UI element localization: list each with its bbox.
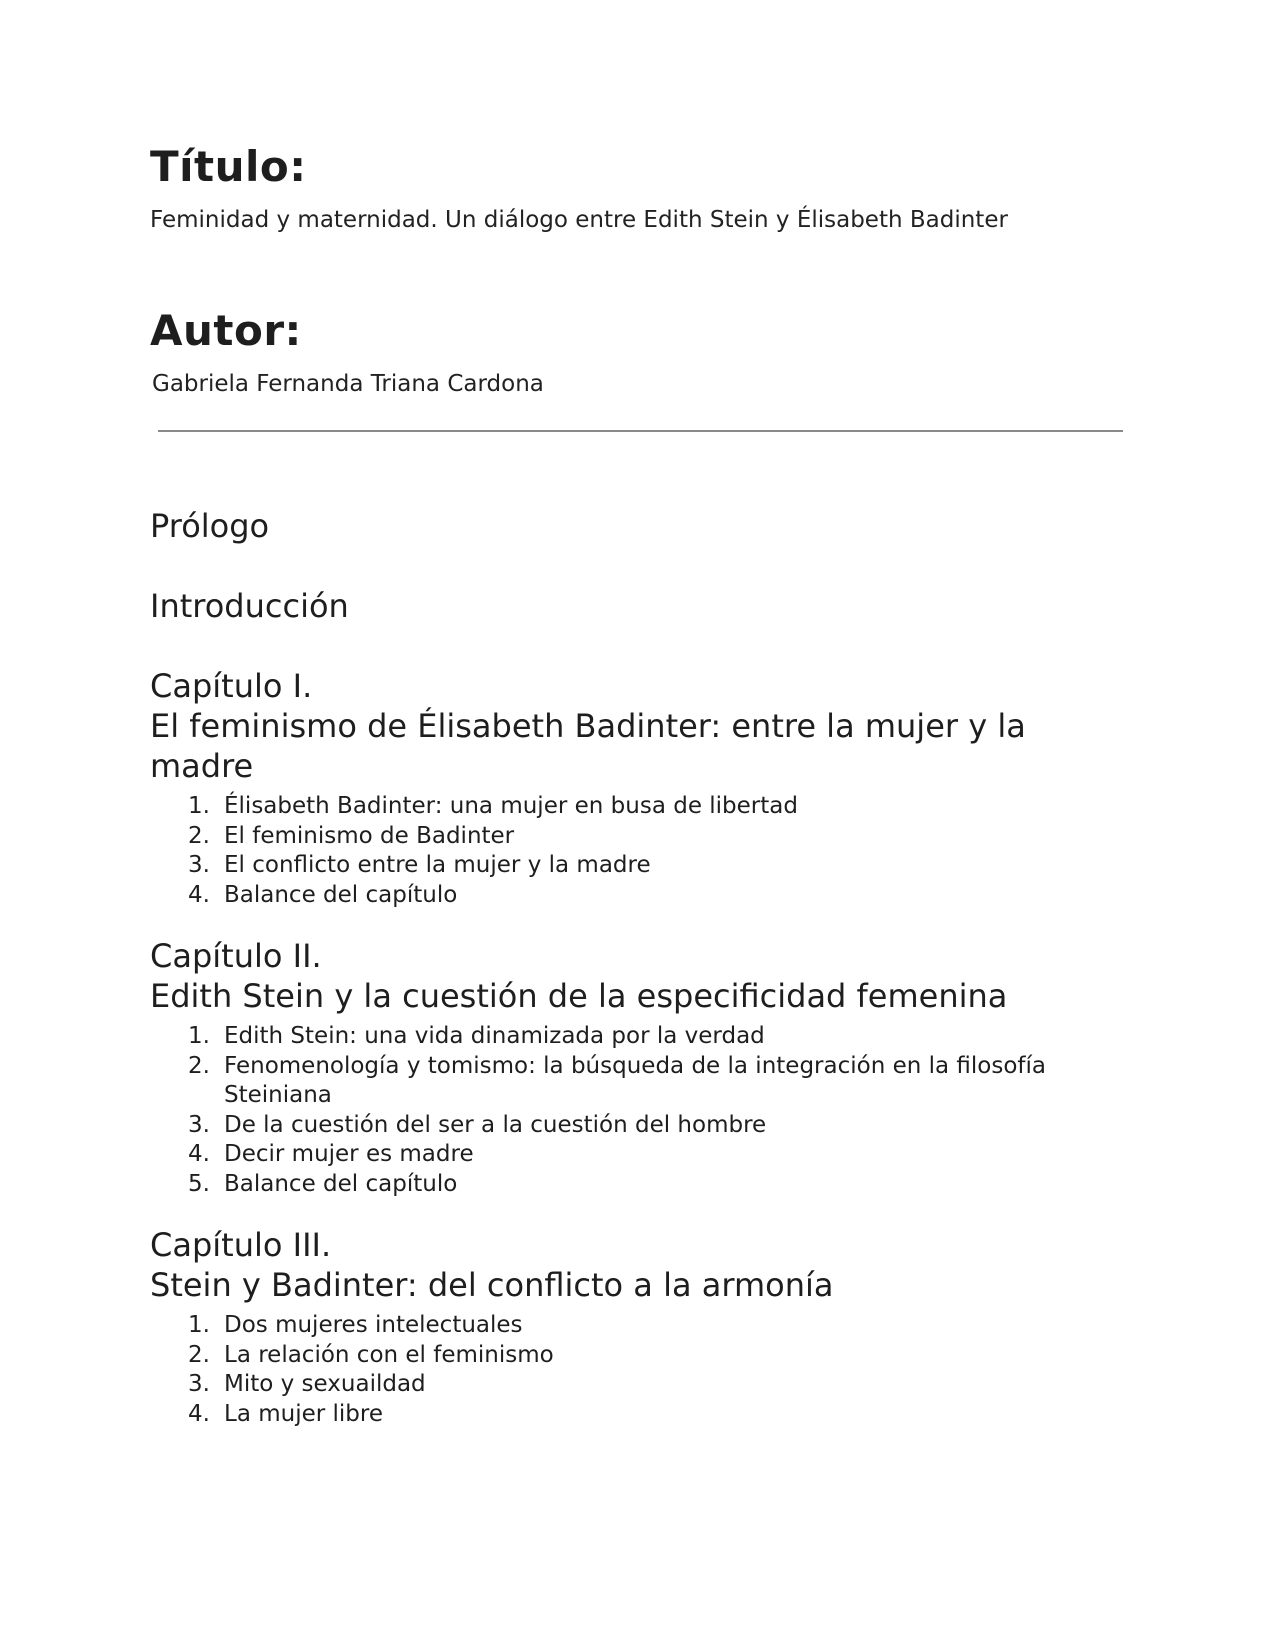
list-item-label: Dos mujeres intelectuales <box>224 1312 523 1338</box>
author-text: Gabriela Fernanda Triana Cardona <box>152 371 544 397</box>
list-item <box>188 851 1135 881</box>
list-item-label: Balance del capítulo <box>224 881 458 908</box>
toc-prologue: Prólogo <box>150 507 270 545</box>
list-item <box>188 1311 1135 1341</box>
list-item-label: La relación con el feminismo <box>224 1341 554 1368</box>
chapter-number: Capítulo II. <box>150 937 322 975</box>
list-item-number: 2. <box>188 1341 210 1368</box>
list-item-number: 4. <box>188 1141 210 1167</box>
list-item <box>188 1370 1135 1400</box>
list-item-number: 2. <box>188 1052 210 1079</box>
table-of-contents <box>150 506 1135 1455</box>
list-item-number: 2. <box>188 822 210 849</box>
list-item-number: 3. <box>188 1371 210 1397</box>
toc-chapter <box>150 936 1135 1199</box>
list-item-label: El conflicto entre la mujer y la madre <box>224 852 651 878</box>
list-item <box>188 1052 1135 1111</box>
list-item-label: Élisabeth Badinter: una mujer en busa de libertad <box>224 793 798 819</box>
list-item-number: 4. <box>188 881 210 908</box>
list-item-number: 5. <box>188 1170 210 1197</box>
chapter-number: Capítulo I. <box>150 667 313 705</box>
chapter-section-list <box>150 792 1135 910</box>
list-item <box>188 1140 1135 1170</box>
chapter-title: Edith Stein y la cuestión de la especificidad femenina <box>150 977 1008 1015</box>
list-item-label: La mujer libre <box>224 1400 383 1427</box>
list-item-number: 1. <box>188 1312 210 1338</box>
list-item-label: Edith Stein: una vida dinamizada por la verdad <box>224 1023 765 1049</box>
chapter-title: El feminismo de Élisabeth Badinter: entre la mujer y la madre <box>150 707 1026 785</box>
list-item <box>188 881 1135 911</box>
list-item-number: 1. <box>188 793 210 819</box>
author-heading: Autor: <box>150 306 302 355</box>
list-item-label: Decir mujer es madre <box>224 1141 474 1167</box>
horizontal-divider <box>158 430 1123 432</box>
list-item-number: 3. <box>188 852 210 878</box>
list-item-label: Fenomenología y tomismo: la búsqueda de la integración en la filosofía Steiniana <box>224 1052 1047 1108</box>
list-item <box>188 1341 1135 1371</box>
toc-introduction: Introducción <box>150 587 349 625</box>
toc-chapter <box>150 666 1135 910</box>
chapter-title: Stein y Badinter: del conflicto a la armonía <box>150 1266 834 1304</box>
list-item-label: El feminismo de Badinter <box>224 822 515 849</box>
list-item-label: De la cuestión del ser a la cuestión del hombre <box>224 1111 767 1138</box>
chapter-section-list <box>150 1022 1135 1199</box>
list-item-number: 3. <box>188 1111 210 1138</box>
list-item <box>188 1111 1135 1141</box>
list-item-label: Mito y sexuaildad <box>224 1371 426 1397</box>
chapter-number: Capítulo III. <box>150 1226 332 1264</box>
list-item <box>188 1400 1135 1430</box>
title-heading: Título: <box>150 142 307 191</box>
list-item <box>188 792 1135 822</box>
list-item <box>188 1022 1135 1052</box>
list-item-label: Balance del capítulo <box>224 1170 458 1197</box>
list-item <box>188 1170 1135 1200</box>
title-text: Feminidad y maternidad. Un diálogo entre Edith Stein y Élisabeth Badinter <box>150 207 1008 233</box>
list-item-number: 4. <box>188 1400 210 1427</box>
list-item-number: 1. <box>188 1023 210 1049</box>
chapter-section-list <box>150 1311 1135 1429</box>
list-item <box>188 822 1135 852</box>
toc-chapter <box>150 1225 1135 1429</box>
toc-chapters <box>150 666 1135 1429</box>
